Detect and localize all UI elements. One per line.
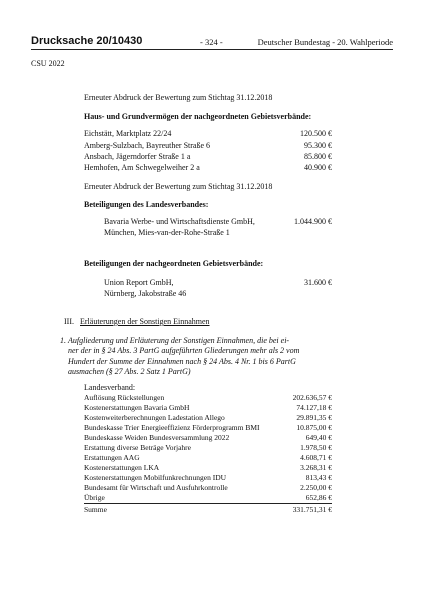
table-row — [84, 403, 332, 412]
holding-value: 31.600 € — [304, 278, 332, 287]
section-number: III. — [64, 317, 74, 326]
row-label: Bundeskasse Weiden Bundesversammlung 2022 — [84, 433, 230, 442]
row-label: Eichstätt, Marktplatz 22/24 — [84, 129, 172, 138]
party-label: CSU 2022 — [31, 59, 65, 68]
table-row — [84, 433, 332, 442]
explanation-paragraph — [60, 336, 332, 377]
table-row — [84, 443, 332, 452]
row-label: Bundesamt für Wirtschaft und Ausfuhrkontrolle — [84, 483, 228, 492]
total-value: 331.751,31 € — [292, 505, 332, 514]
table-row — [84, 163, 332, 173]
row-value: 652,86 € — [305, 493, 332, 502]
parliament-period: Deutscher Bundestag - 20. Wahlperiode — [257, 37, 393, 47]
holding-name: Union Report GmbH, — [104, 278, 174, 287]
row-label: Ansbach, Jägerndorfer Straße 1 a — [84, 152, 191, 161]
table-row — [84, 393, 332, 402]
table-row — [84, 493, 332, 502]
row-label: Übrige — [84, 493, 105, 502]
table-row — [84, 453, 332, 462]
table-row — [84, 423, 332, 432]
row-value: 29.891,35 € — [296, 413, 332, 422]
table-row — [84, 129, 332, 139]
row-value: 40.900 € — [304, 163, 332, 172]
total-label: Summe — [84, 505, 107, 514]
table-row — [84, 473, 332, 482]
row-value: 4.608,71 € — [300, 453, 332, 462]
row-value: 95.300 € — [304, 141, 332, 150]
row-value: 3.268,31 € — [300, 463, 332, 472]
row-value: 85.800 € — [304, 152, 332, 161]
row-label: Kostenerstattungen LKA — [84, 463, 160, 472]
row-label: Hemhofen, Am Schwegelweiher 2 a — [84, 163, 200, 172]
row-label: Kostenerstattungen Mobilfunkrechnungen IDU — [84, 473, 227, 482]
real-estate-heading: Haus- und Grundvermögen der nachgeordneten Gebietsverbände: — [84, 112, 312, 121]
row-label: Kostenerstattungen Bavaria GmbH — [84, 403, 190, 412]
paragraph-line: Hundert der Summe der Einnahmen nach § 24 Abs. 4 Nr. 1 bis 6 PartG — [68, 356, 296, 366]
holding-name: Bavaria Werbe- und Wirtschaftsdienste GmbH, — [104, 217, 255, 226]
table-row — [84, 483, 332, 492]
section-title: Erläuterungen der Sonstigen Einnahmen — [80, 317, 210, 326]
paragraph-line: ausmachen (§ 27 Abs. 2 Satz 1 PartG) — [68, 366, 191, 376]
sub-holdings-heading: Beteiligungen der nachgeordneten Gebietsverbände: — [84, 259, 264, 268]
total-row — [84, 505, 332, 514]
table-row — [84, 152, 332, 162]
table-row — [84, 413, 332, 422]
document-number: Drucksache 20/10430 — [31, 35, 143, 47]
sum-divider — [84, 503, 332, 504]
reprint-note: Erneuter Abdruck der Bewertung zum Stichtag 31.12.2018 — [84, 182, 273, 191]
row-label: Bundeskasse Trier Energieeffizienz Förderprogramm BMI — [84, 423, 260, 432]
reprint-note: Erneuter Abdruck der Bewertung zum Stichtag 31.12.2018 — [84, 93, 273, 102]
row-value: 10.875,00 € — [296, 423, 332, 432]
row-value: 649,40 € — [305, 433, 332, 442]
row-label: Auflösung Rückstellungen — [84, 393, 165, 402]
row-value: 74.127,18 € — [296, 403, 332, 412]
state-holdings-heading: Beteiligungen des Landesverbandes: — [84, 200, 209, 209]
page-number: - 324 - — [200, 37, 223, 47]
holding-value: 1.044.900 € — [294, 217, 332, 226]
row-label: Erstattungen AAG — [84, 453, 140, 462]
holding-address: München, Mies-van-der-Rohe-Straße 1 — [104, 228, 230, 237]
row-value: 813,43 € — [305, 473, 332, 482]
paragraph-number: 1. — [60, 336, 66, 345]
row-label: Kostenweiterberechnungen Ladestation Allego — [84, 413, 225, 422]
row-value: 1.978,50 € — [300, 443, 332, 452]
row-label: Erstattung diverse Beträge Vorjahre — [84, 443, 191, 452]
holding-address: Nürnberg, Jakobstraße 46 — [104, 289, 187, 298]
row-label: Amberg-Sulzbach, Bayreuther Straße 6 — [84, 141, 211, 150]
row-value: 2.250,00 € — [300, 483, 332, 492]
header-rule — [31, 49, 393, 50]
paragraph-line: Aufgliederung und Erläuterung der Sonstigen Einnahmen, die bei ei- — [68, 336, 290, 345]
table-row — [84, 141, 332, 151]
row-value: 202.636,57 € — [292, 393, 332, 402]
table-row — [84, 463, 332, 472]
income-heading: Landesverband: — [84, 383, 136, 392]
row-value: 120.500 € — [300, 129, 332, 138]
paragraph-line: ner der in § 24 Abs. 3 PartG aufgeführten Gliederungen mehr als 2 vom — [68, 346, 300, 356]
